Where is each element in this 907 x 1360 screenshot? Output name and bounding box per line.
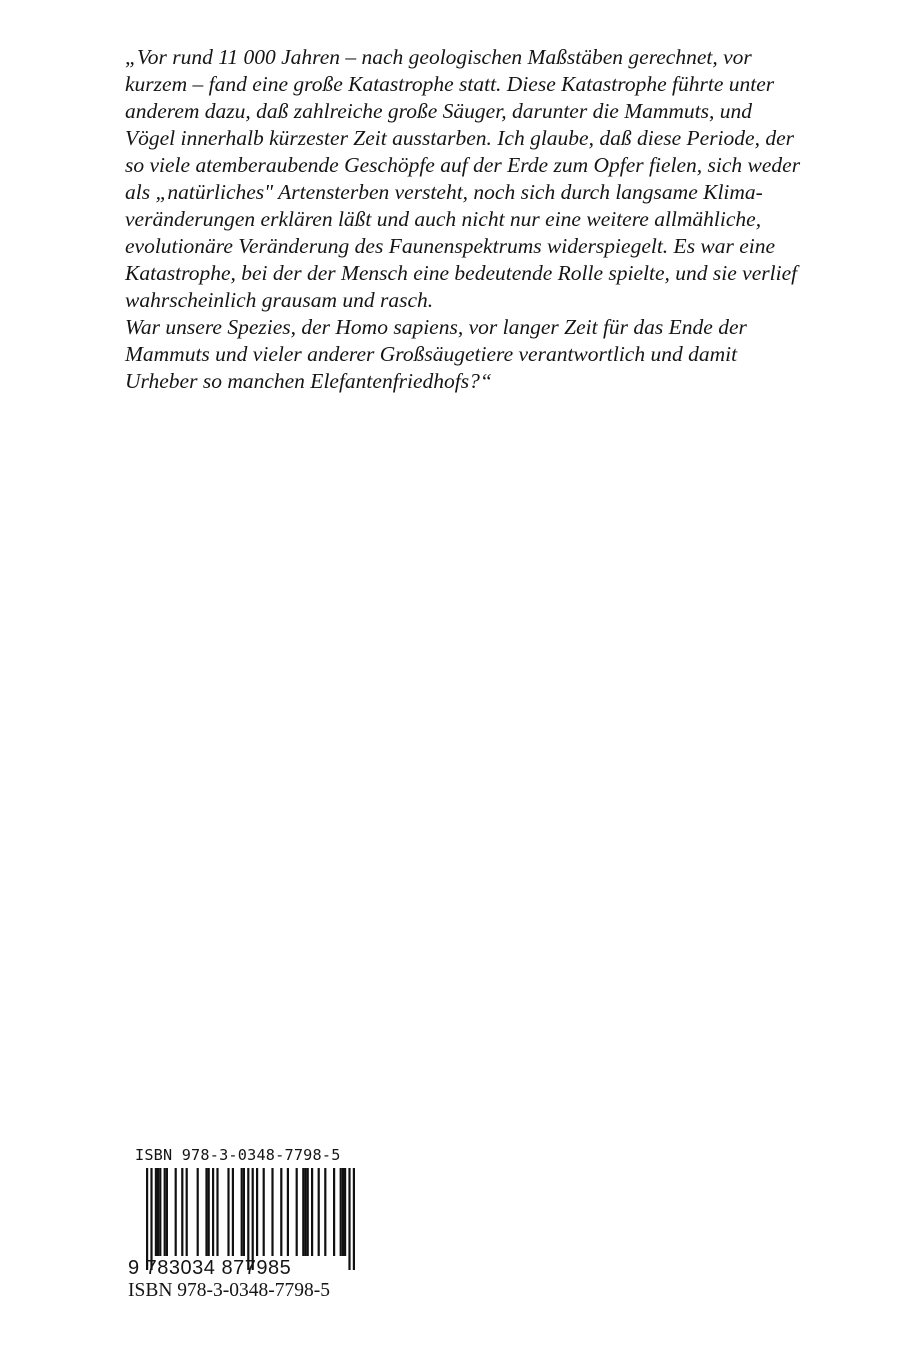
barcode-bar xyxy=(232,1168,234,1256)
barcode-bar xyxy=(157,1168,159,1256)
barcode-bar xyxy=(344,1168,346,1256)
barcode-bar xyxy=(241,1168,243,1256)
barcode-bar xyxy=(175,1168,177,1256)
isbn-label-top: ISBN 978-3-0348-7798-5 xyxy=(135,1146,341,1164)
barcode-bar xyxy=(318,1168,320,1256)
blurb-line: „Vor rund 11 000 Jahren – nach geologischen Maßstäben gerechnet, vor xyxy=(125,45,752,69)
barcode-bar xyxy=(155,1168,157,1256)
barcode-bar xyxy=(256,1168,258,1256)
blurb-line: so viele atemberaubende Geschöpfe auf der Erde zum Opfer fielen, sich weder xyxy=(125,153,801,177)
barcode-bar xyxy=(304,1168,306,1256)
blurb-line: anderem dazu, daß zahlreiche große Säuger, darunter die Mammuts, und xyxy=(125,99,753,123)
ean-barcode xyxy=(128,1168,368,1278)
blurb-line: evolutionäre Veränderung des Faunenspektrums widerspiegelt. Es war eine xyxy=(125,234,776,258)
blurb-line: wahrscheinlich grausam und rasch. xyxy=(125,288,434,312)
barcode-guard-bar xyxy=(247,1168,249,1270)
barcode-bar xyxy=(263,1168,265,1256)
barcode-bar xyxy=(311,1168,313,1256)
barcode-bar xyxy=(340,1168,342,1256)
barcode-bar xyxy=(216,1168,218,1256)
barcode-guard-bar xyxy=(252,1168,254,1270)
barcode-guard-bar xyxy=(353,1168,355,1270)
blurb-line: kurzem – fand eine große Katastrophe statt. Diese Katastrophe führte unter xyxy=(125,72,775,96)
barcode-bar xyxy=(227,1168,229,1256)
barcode-bar xyxy=(271,1168,273,1256)
blurb-line: Urheber so manchen Elefantenfriedhofs?“ xyxy=(125,369,492,393)
isbn-label-bottom: ISBN 978-3-0348-7798-5 xyxy=(128,1280,331,1301)
barcode-bar xyxy=(159,1168,161,1256)
barcode-bar xyxy=(186,1168,188,1256)
barcode-bar xyxy=(166,1168,168,1256)
blurb-line: als „natürliches" Artensterben versteht, noch sich durch langsame Klima- xyxy=(125,180,763,204)
back-cover-blurb xyxy=(125,44,801,395)
barcode-bar xyxy=(342,1168,344,1256)
ean-digits: 9 783034 877985 xyxy=(128,1257,292,1279)
barcode-bar xyxy=(208,1168,210,1256)
barcode-bar xyxy=(307,1168,309,1256)
blurb-line: Katastrophe, bei der der Mensch eine bedeutende Rolle spielte, und sie verlief xyxy=(125,261,798,285)
barcode-bar xyxy=(333,1168,335,1256)
blurb-line: War unsere Spezies, der Homo sapiens, vor langer Zeit für das Ende der xyxy=(125,315,747,339)
barcode-bar xyxy=(205,1168,207,1256)
barcode-bar xyxy=(212,1168,214,1256)
barcode-guard-bar xyxy=(150,1168,152,1270)
barcode-guard-bar xyxy=(348,1168,350,1270)
barcode-bar xyxy=(280,1168,282,1256)
blurb-line: veränderungen erklären läßt und auch nicht nur eine weitere allmähliche, xyxy=(125,207,762,231)
blurb-line: Vögel innerhalb kürzester Zeit ausstarben. Ich glaube, daß diese Periode, der xyxy=(125,126,794,150)
barcode-bar xyxy=(296,1168,298,1256)
barcode-guard-bar xyxy=(146,1168,148,1270)
barcode-bar xyxy=(243,1168,245,1256)
barcode-bar xyxy=(164,1168,166,1256)
barcode-bar xyxy=(302,1168,304,1256)
barcode-bar xyxy=(324,1168,326,1256)
barcode-bar xyxy=(181,1168,183,1256)
barcode-bar xyxy=(197,1168,199,1256)
blurb-line: Mammuts und vieler anderer Großsäugetiere verantwortlich und damit xyxy=(125,342,738,366)
barcode-bar xyxy=(287,1168,289,1256)
isbn-barcode-block xyxy=(128,1146,368,1302)
